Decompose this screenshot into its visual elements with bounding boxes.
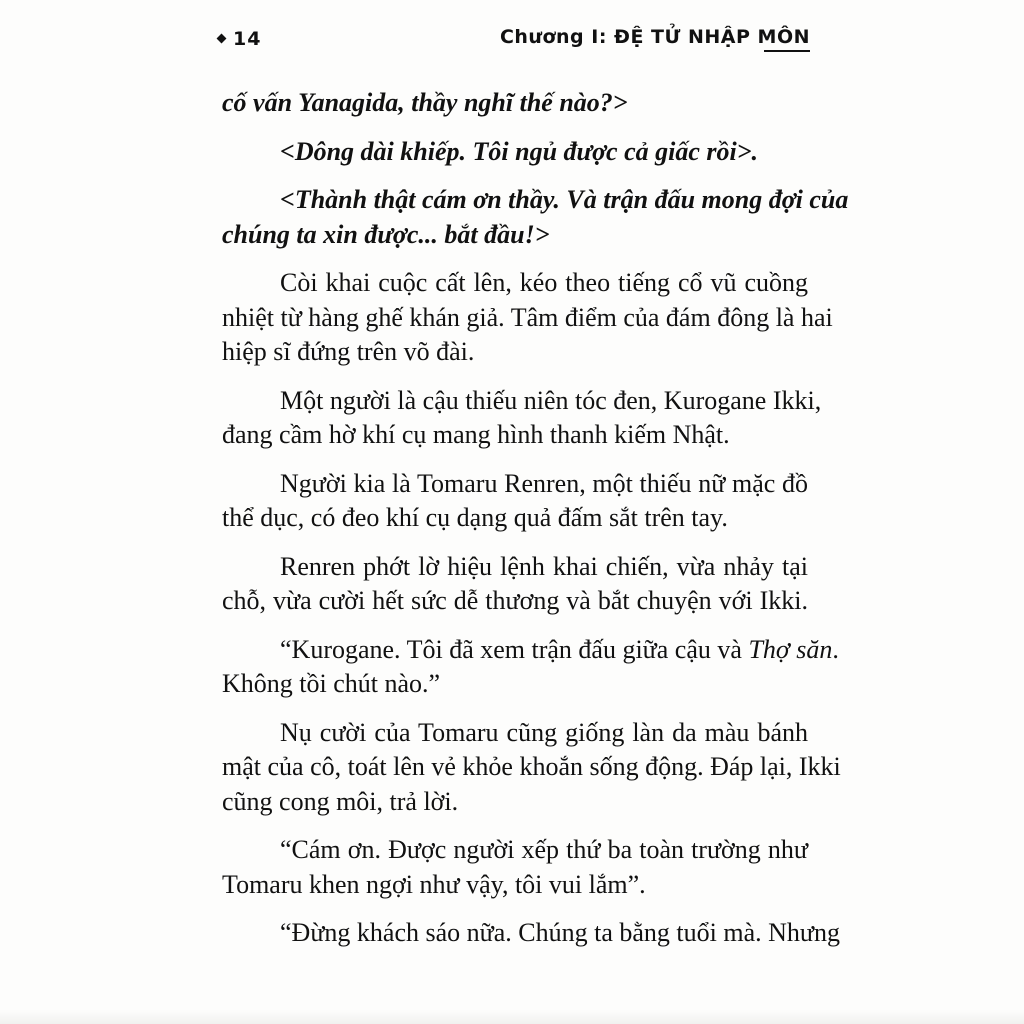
text-line: chúng ta xin được... bắt đầu!> (222, 219, 550, 249)
text-line (222, 633, 839, 668)
text-line: hiệp sĩ đứng trên võ đài. (222, 337, 475, 366)
text-line: “Cám ơn. Được người xếp thứ ba toàn trường như (280, 835, 808, 864)
text-line: Còi khai cuộc cất lên, kéo theo tiếng cổ vũ cuồng (280, 268, 808, 297)
text-line: đang cầm hờ khí cụ mang hình thanh kiếm Nhật. (222, 420, 730, 449)
text-line: <Dông dài khiếp. Tôi ngủ được cả giấc rồi>. (280, 136, 759, 166)
text-line: chỗ, vừa cười hết sức dễ thương và bắt chuyện với Ikki. (222, 586, 808, 615)
text-segment: “Kurogane. Tôi đã xem trận đấu giữa cậu và (280, 634, 749, 664)
running-head (218, 24, 810, 60)
text-line: Tomaru khen ngợi như vậy, tôi vui lắm”. (222, 869, 646, 899)
page-number (218, 28, 261, 50)
text-segment: . (832, 634, 839, 664)
text-line: cố vấn Yanagida, thầy nghĩ thế nào?> (222, 88, 628, 117)
chapter-title (500, 26, 810, 48)
text-line: Một người là cậu thiếu niên tóc đen, Kurogane Ikki, (280, 385, 822, 415)
chapter-title-text: Chương I: ĐỆ TỬ NHẬP MÔN (499, 26, 810, 48)
italic-term: Thợ săn (748, 634, 833, 664)
body-text (222, 86, 849, 951)
text-line: thể dục, có đeo khí cụ dạng quả đấm sắt trên tay. (222, 503, 728, 532)
text-line: mật của cô, toát lên vẻ khỏe khoắn sống động. Đáp lại, Ikki (222, 752, 841, 781)
text-line: Nụ cười của Tomaru cũng giống làn da màu bánh (280, 717, 808, 747)
text-line: nhiệt từ hàng ghế khán giả. Tâm điểm của đám đông là hai (222, 302, 833, 332)
text-line: Người kia là Tomaru Renren, một thiếu nữ mặc đồ (280, 468, 808, 498)
text-line: Renren phớt lờ hiệu lệnh khai chiến, vừa nhảy tại (280, 551, 808, 581)
page-edge (0, 1010, 1024, 1024)
diamond-bullet-icon (217, 34, 227, 44)
chapter-title-underline (764, 50, 810, 52)
text-line: cũng cong môi, trả lời. (222, 786, 459, 816)
text-line: “Đừng khách sáo nữa. Chúng ta bằng tuổi mà. Nhưng (280, 918, 841, 947)
text-line: Không tồi chút nào.” (222, 669, 441, 698)
text-line: <Thành thật cám ơn thầy. Và trận đấu mong đợi của (280, 185, 849, 214)
page-number-text: 14 (233, 28, 262, 50)
